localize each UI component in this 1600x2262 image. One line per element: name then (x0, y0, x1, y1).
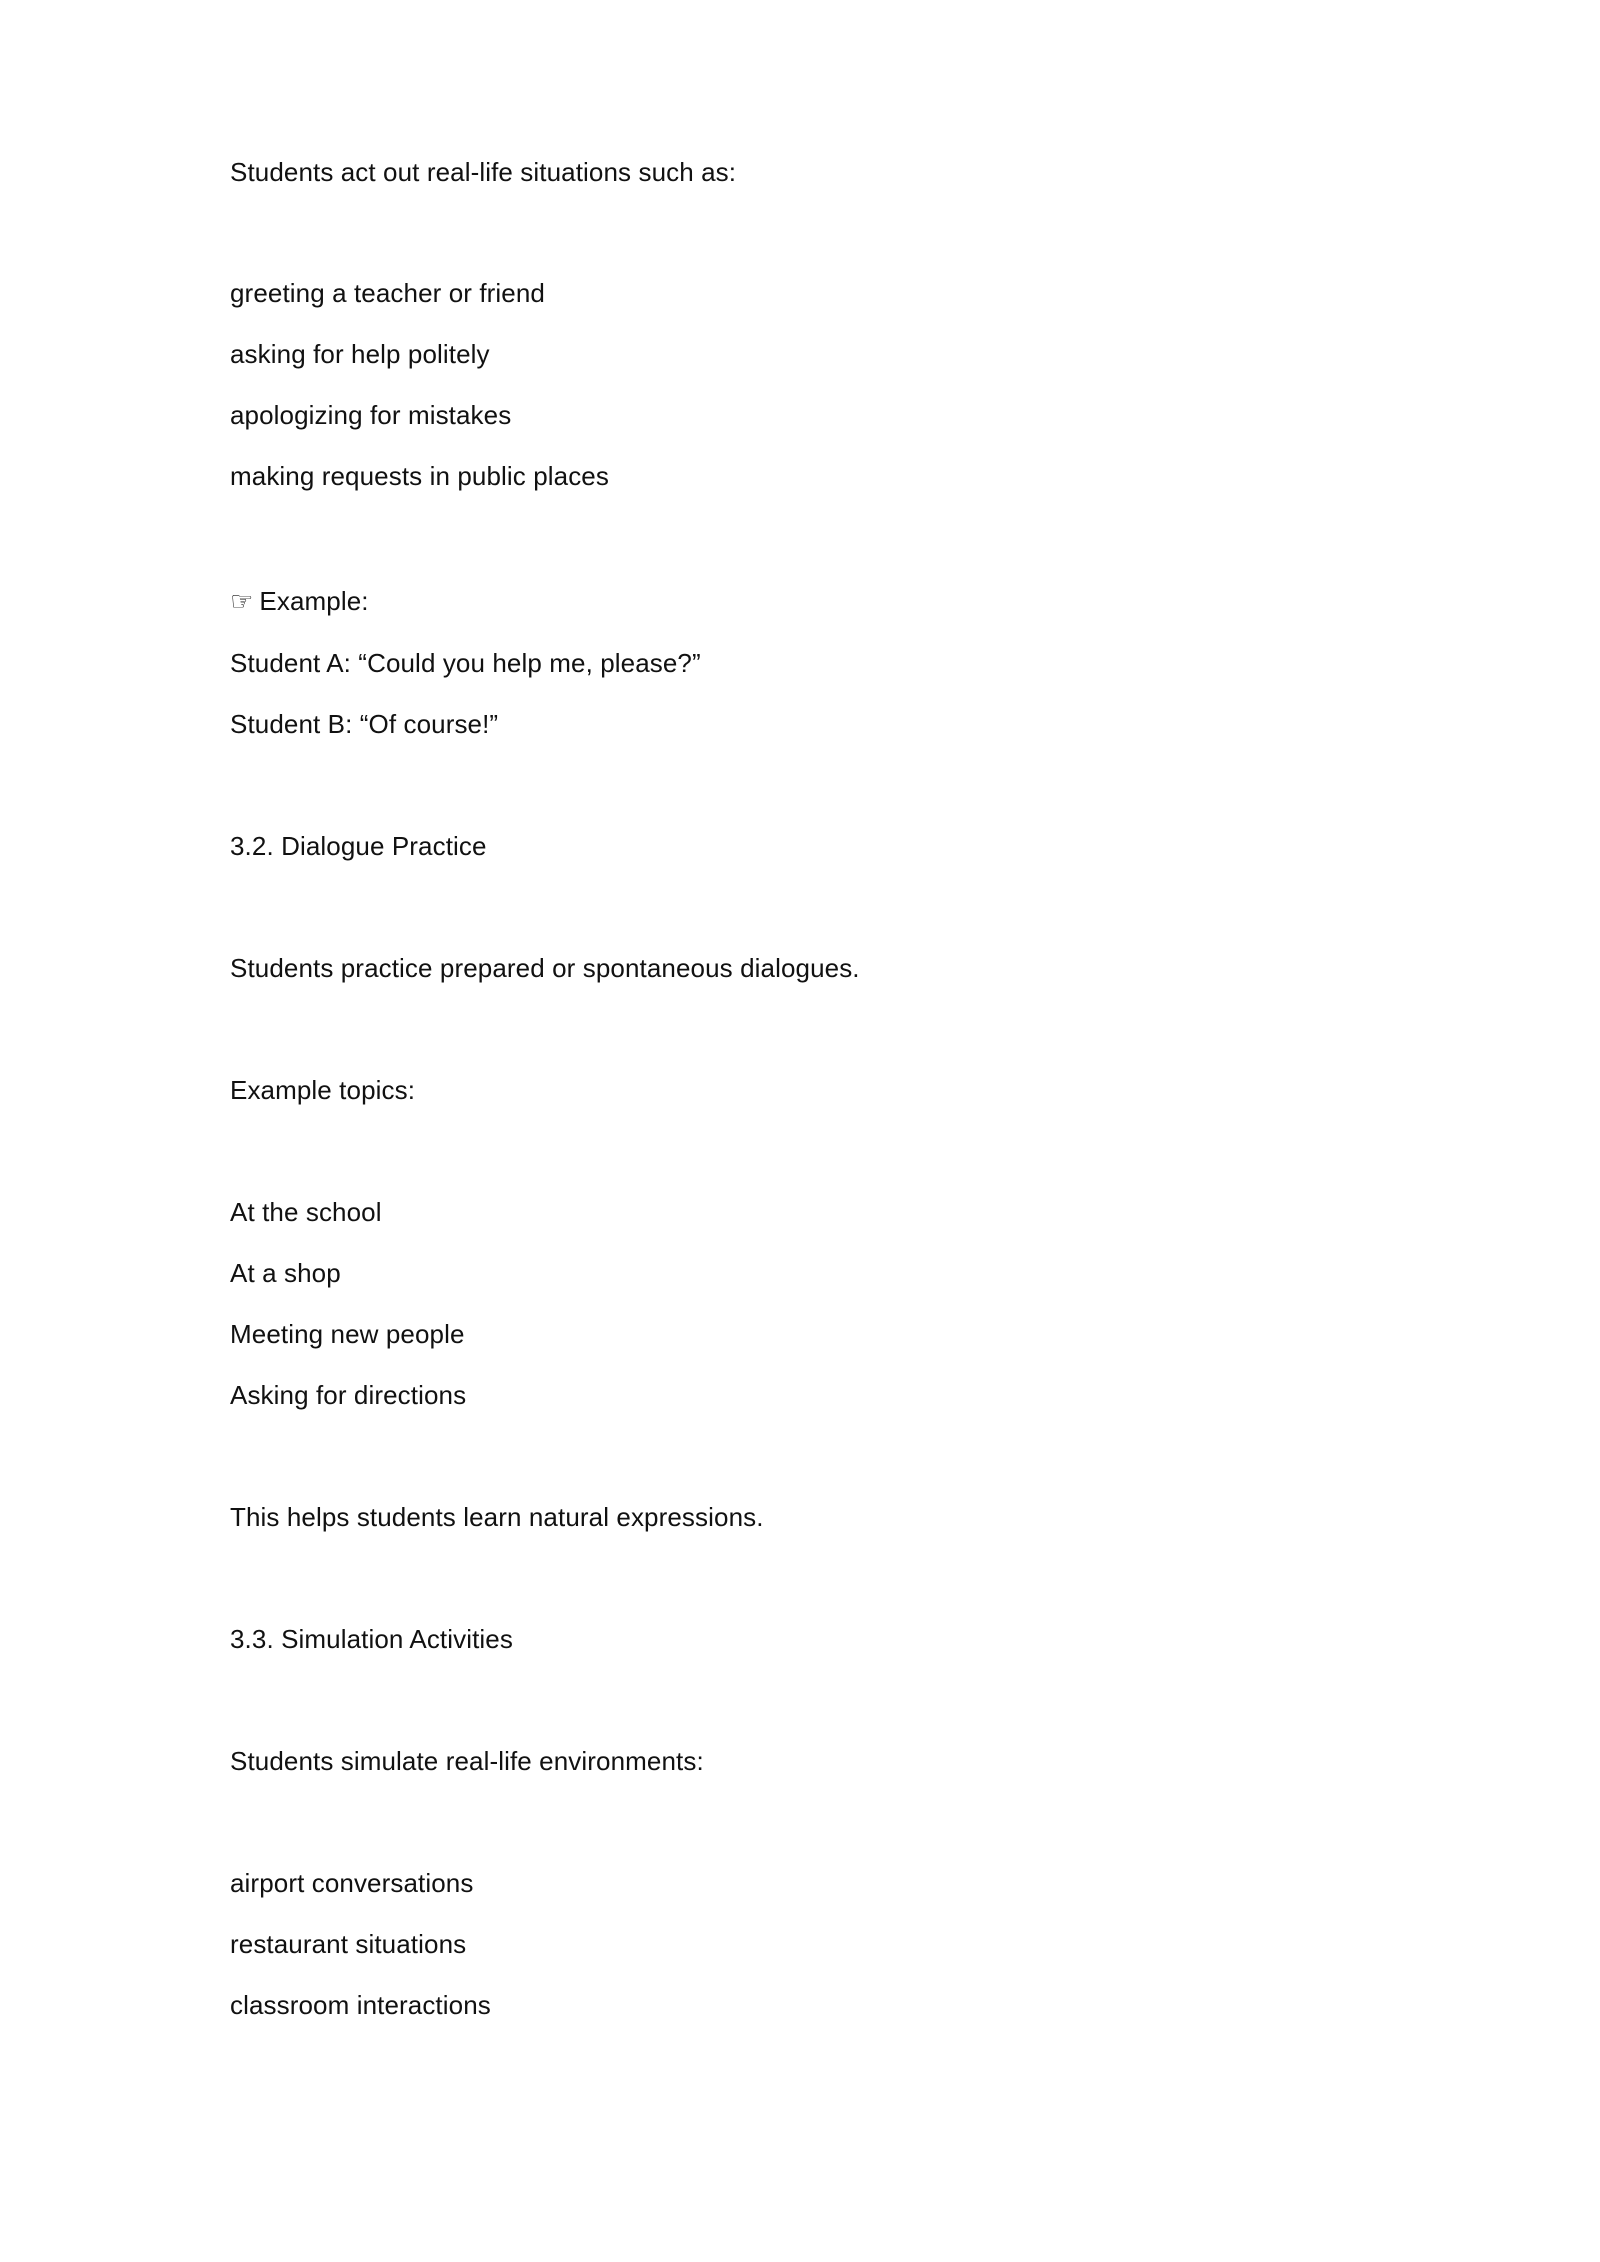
paragraph-text: This helps students learn natural expressions. (230, 1502, 764, 1532)
dialogue-line-student-b: Student B: “Of course!” (230, 709, 499, 739)
section-heading-dialogue-practice: 3.2. Dialogue Practice (230, 831, 487, 861)
example-line (230, 584, 369, 619)
paragraph-text: Students practice prepared or spontaneous dialogues. (230, 953, 860, 983)
list-item: restaurant situations (230, 1929, 467, 1959)
paragraph-text: Students simulate real-life environments: (230, 1746, 704, 1776)
section-heading-simulation-activities: 3.3. Simulation Activities (230, 1624, 513, 1654)
list-item: greeting a teacher or friend (230, 278, 545, 308)
list-item: At the school (230, 1197, 382, 1227)
dialogue-line-student-a: Student A: “Could you help me, please?” (230, 648, 701, 678)
list-item: Asking for directions (230, 1380, 467, 1410)
intro-text: Students act out real-life situations such as: (230, 157, 737, 187)
example-label: Example: (259, 586, 369, 616)
list-item: asking for help politely (230, 339, 490, 369)
list-item: airport conversations (230, 1868, 474, 1898)
pointing-hand-icon: ☞ (230, 587, 254, 617)
list-item: At a shop (230, 1258, 341, 1288)
list-item: classroom interactions (230, 1990, 491, 2020)
list-item: making requests in public places (230, 461, 609, 491)
list-item: apologizing for mistakes (230, 400, 512, 430)
topics-label: Example topics: (230, 1075, 416, 1105)
list-item: Meeting new people (230, 1319, 465, 1349)
